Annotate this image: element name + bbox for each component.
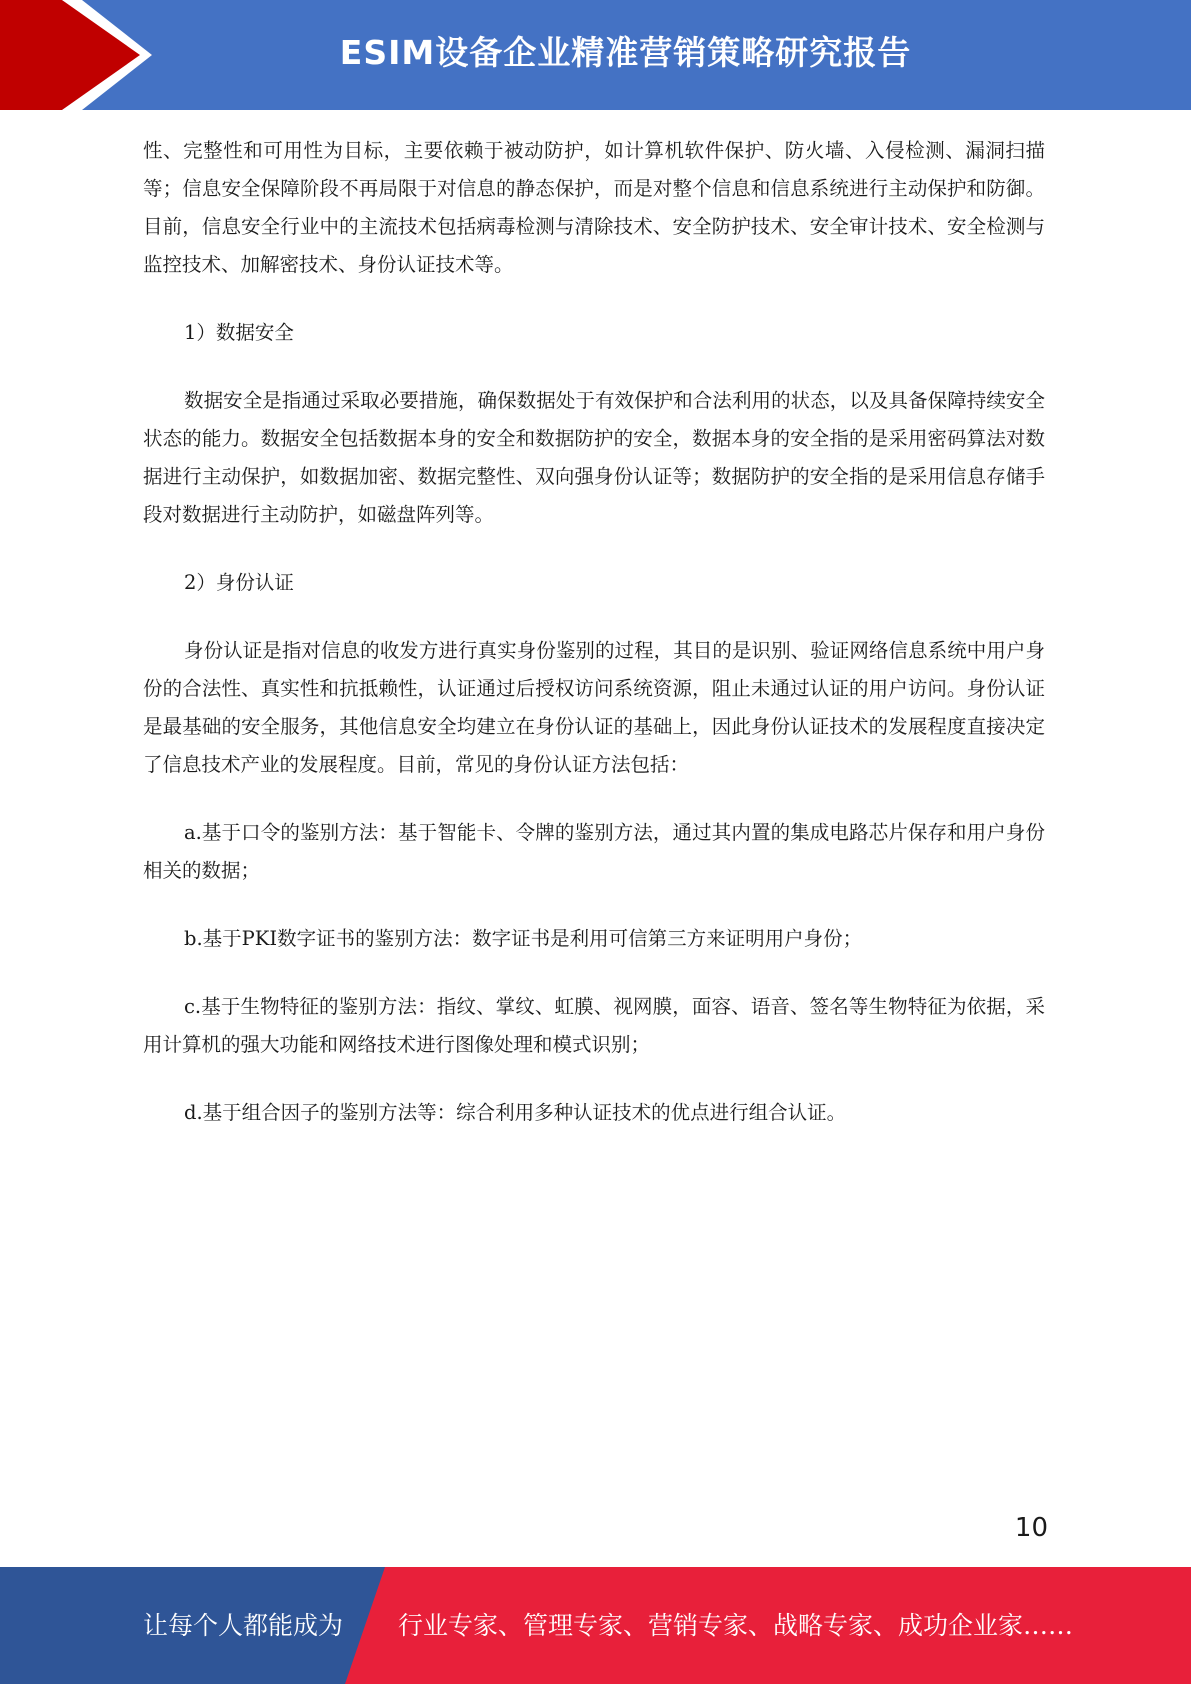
section-heading-data-security: 1）数据安全 <box>184 321 294 344</box>
body-paragraph: 性、完整性和可用性为目标，主要依赖于被动防护，如计算机软件保护、防火墙、入侵检测、漏洞扫描等；信息安全保障阶段不再局限于对信息的静态保护，而是对整个信息和信息系统进行主动保护和防御。目前，信息安全行业中的主流技术包括病毒检测与清除技术、安全防护技术、安全审计技术、安全检测与监控技术、加解密技术、身份认证技术等。 <box>143 139 1045 276</box>
list-item-d: d.基于组合因子的鉴别方法等：综合利用多种认证技术的优点进行组合认证。 <box>184 1101 847 1124</box>
report-title: ESIM设备企业精准营销策略研究报告 <box>339 33 912 72</box>
body-paragraph: 数据安全是指通过采取必要措施，确保数据处于有效保护和合法利用的状态，以及具备保障持续安全状态的能力。数据安全包括数据本身的安全和数据防护的安全，数据本身的安全指的是采用密码算法对数据进行主动保护，如数据加密、数据完整性、双向强身份认证等；数据防护的安全指的是采用信息存储手段对数据进行主动防护，如磁盘阵列等。 <box>143 389 1045 526</box>
list-item-a: a.基于口令的鉴别方法：基于智能卡、令牌的鉴别方法，通过其内置的集成电路芯片保存和用户身份相关的数据； <box>143 821 1045 882</box>
section-heading-identity-auth: 2）身份认证 <box>184 571 294 594</box>
footer-slogan-left: 让每个人都能成为 <box>143 1611 344 1640</box>
page-header <box>0 0 1191 110</box>
page-number: 10 <box>1014 1513 1048 1543</box>
body-paragraph: 身份认证是指对信息的收发方进行真实身份鉴别的过程，其目的是识别、验证网络信息系统中用户身份的合法性、真实性和抗抵赖性，认证通过后授权访问系统资源，阻止未通过认证的用户访问。身份认证是最基础的安全服务，其他信息安全均建立在身份认证的基础上，因此身份认证技术的发展程度直接决定了信息技术产业的发展程度。目前，常见的身份认证方法包括： <box>143 639 1045 776</box>
page-body <box>143 132 1045 1132</box>
footer-slogan-right: 行业专家、管理专家、营销专家、战略专家、成功企业家…… <box>398 1611 1074 1640</box>
list-item-b: b.基于PKI数字证书的鉴别方法：数字证书是利用可信第三方来证明用户身份； <box>184 927 863 950</box>
list-item-c: c.基于生物特征的鉴别方法：指纹、掌纹、虹膜、视网膜，面容、语音、签名等生物特征为依据，采用计算机的强大功能和网络技术进行图像处理和模式识别； <box>143 995 1045 1056</box>
page-footer <box>0 1567 1191 1684</box>
